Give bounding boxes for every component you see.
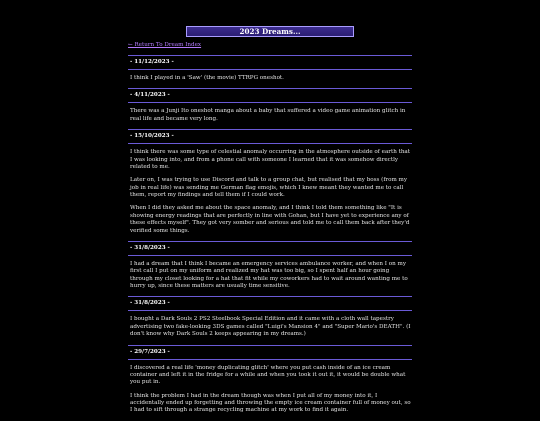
divider	[128, 129, 412, 130]
divider	[128, 69, 412, 70]
dream-entry	[128, 241, 412, 291]
entry-paragraph: I discovered a real life 'money duplicating glitch' where you put cash inside of an ice cream container and left it in the fridge for a while and when you took it out it, it would be double what you put in.	[130, 364, 406, 386]
entry-date: - 31/8/2023 -	[130, 244, 170, 251]
divider	[128, 143, 412, 144]
dream-entry	[128, 296, 412, 338]
entry-paragraph: I bought a Dark Souls 2 PS2 Steelbook Special Edition and it came with a cloth wall tapestry advertising two fake-looking 3DS games called "Luigi's Mansion 4" and "Super Mario's DEATH". (I don't know why Dark Souls 2 keeps appearing in my dreams.)	[130, 316, 411, 338]
divider	[128, 102, 412, 103]
entry-date: - 31/8/2023 -	[130, 300, 170, 307]
divider	[128, 345, 412, 346]
dream-entry	[128, 88, 412, 123]
entry-list	[128, 55, 412, 415]
entry-paragraph: I think there was some type of celestial anomaly occurring in the atmosphere outside of earth that I was looking into, and from a phone call with someone I learned that it was somehow directly related to me.	[130, 149, 411, 170]
page-title: 2023 Dreams...	[186, 26, 354, 37]
entry-paragraph: Later on, I was trying to use Discord and talk to a group chat, but realised that my boss (from my job in real life) was sending me German flag emojis, which I knew meant they wanted me to call them, report my findings and tell them if I could work.	[130, 177, 408, 198]
entry-paragraph: I had a dream that I think I became an emergency services ambulance worker, and when I on my first call I put on my uniform and realized my hat was too big, so I spent half an hour going through my closet looking for a hat that fit while my coworkers had to wait around wanting me to hurry up, since these matters are usually time sensitive.	[130, 260, 408, 289]
entry-date: - 4/11/2023 -	[130, 92, 170, 99]
divider	[128, 55, 412, 56]
dream-entry	[128, 55, 412, 82]
divider	[128, 241, 412, 242]
entry-paragraph: I think I played in a 'Saw' (the movie) TTRPG oneshot.	[130, 75, 284, 81]
divider	[128, 255, 412, 256]
dream-entry	[128, 345, 412, 415]
divider	[128, 310, 412, 311]
divider	[128, 296, 412, 297]
divider	[128, 88, 412, 89]
divider	[128, 359, 412, 360]
entry-paragraph: When I did they asked me about the space anomaly, and I think I told them something like "It is showing energy readings that are perfectly in line with Gohan, but I have yet to experience any of these effects myself". They got very somber and serious and told me to call them back after they'd verified some things.	[130, 205, 410, 234]
journal-content	[128, 42, 412, 421]
entry-date: - 29/7/2023 -	[130, 348, 170, 355]
return-to-dream-index-link[interactable]: ← Return To Dream Index	[128, 42, 202, 48]
dream-entry	[128, 129, 412, 235]
entry-date: - 11/12/2023 -	[130, 59, 174, 65]
entry-date: - 15/10/2023 -	[130, 133, 174, 140]
entry-paragraph: I think the problem I had in the dream though was when I put all of my money into it, I accidentally ended up forgetting and throwing the empty ice cream container full of money out, so I had to sift through a strange recycling machine at my work to find it again.	[130, 392, 411, 414]
entry-paragraph: There was a Junji Ito oneshot manga about a baby that suffered a video game animation glitch in real life and became very long.	[130, 108, 406, 122]
